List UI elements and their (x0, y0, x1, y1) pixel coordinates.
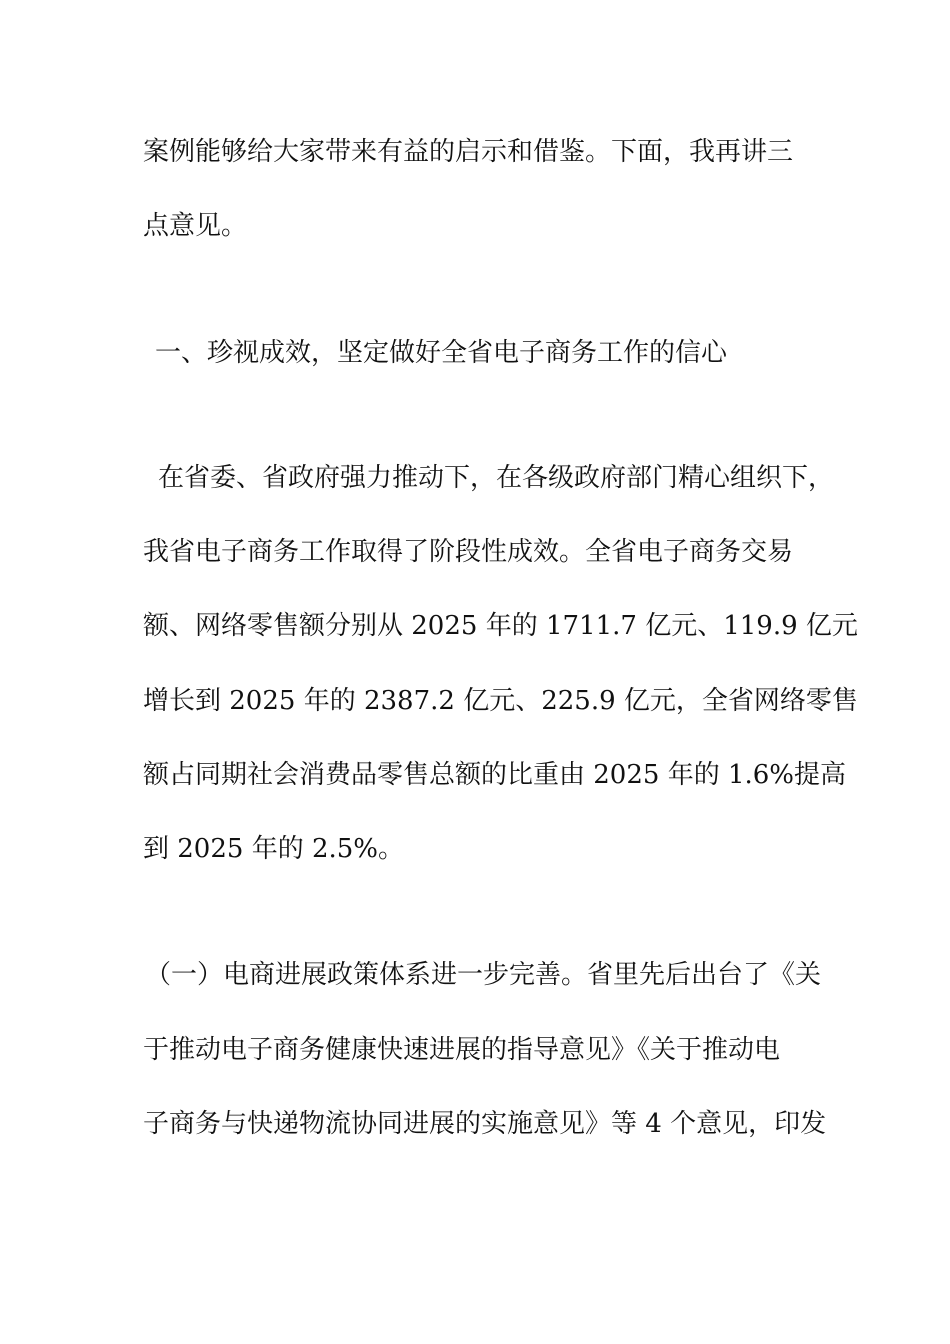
intro-line-1: 案例能够给大家带来有益的启示和借鉴。下面，我再讲三 (143, 137, 794, 167)
paragraph-line-4: 增长到 2025 年的 2387.2 亿元、225.9 亿元，全省网络零售 (143, 686, 858, 716)
section-heading: 一、珍视成效，坚定做好全省电子商务工作的信心 (155, 338, 728, 368)
paragraph-line-2: 我省电子商务工作取得了阶段性成效。全省电子商务交易 (143, 537, 794, 567)
paragraph-line-1: 在省委、省政府强力推动下，在各级政府部门精心组织下， (158, 463, 835, 493)
paragraph-line-5: 额占同期社会消费品零售总额的比重由 2025 年的 1.6%提高 (143, 760, 847, 790)
subsection-line-2: 于推动电子商务健康快速进展的指导意见》《关于推动电 (143, 1035, 781, 1065)
subsection-line-1: （一）电商进展政策体系进一步完善。省里先后出台了《关 (145, 960, 822, 990)
intro-line-2: 点意见。 (143, 211, 248, 241)
paragraph-line-3: 额、网络零售额分别从 2025 年的 1711.7 亿元、119.9 亿元 (143, 611, 858, 641)
subsection-line-3: 子商务与快递物流协同进展的实施意见》等 4 个意见，印发 (143, 1109, 827, 1139)
paragraph-line-6: 到 2025 年的 2.5%。 (143, 834, 405, 864)
